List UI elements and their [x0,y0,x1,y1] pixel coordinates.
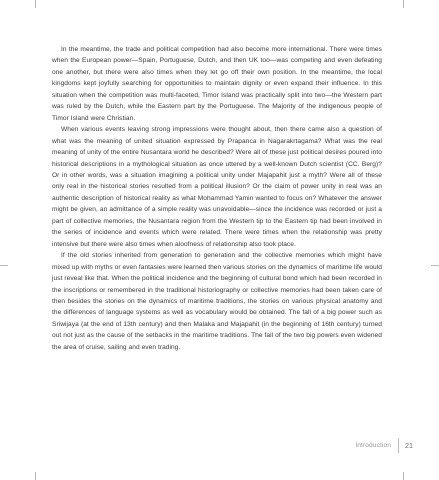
section-label: Introduction [355,442,391,449]
crop-mark-bottom-right [403,472,404,480]
paragraph-3: If the old stories inherited from generation to generation and the collective memories which might have mixed up with myths or even fantasies were learned then various stories on the dynamics of maritime life would just reveal like that. When the political incidence and the beginning of cultural bond which had been recorded in the inscriptions or remembered in the traditional historiography or collective memories had been taken care of then besides the stories on the dynamics of maritime traditions, the stories on various physical anatomy and the differences of language systems as well as vocabulary would be obtained. The fall of a big power such as Sriwijaya (at the end of 13th century) and then Malaka and Majapahit (in the beginning of 16th century) turned out not just as the cause of the setbacks in the maritime traditions. The fall of the two big powers even widened the area of cruise, sailing and even trading. [52,252,382,351]
crop-mark-right-middle [431,265,439,266]
crop-mark-top-left [35,0,36,8]
paragraph-1: In the meantime, the trade and political competition had also become more international. There were times when the European power—Spain, Portuguese, Dutch, and then UK too—was competing and even defeating one another, but there were also times when they let go off their own position. In the meantime, the local kingdoms kept joyfully searching for opportunities to maintain dignity or even expand their influence. In this situation when the competition was multi-faceted, Timor Island was practically split into two—the Western part was ruled by the Dutch, while the Eastern part by the Portuguese. The Majority of the indigenous people of Timor Island were Christian. [52,46,382,122]
crop-mark-bottom-left [35,472,36,480]
footer-divider [398,438,399,453]
paragraph-2: When various events leaving strong impressions were thought about, then there came also a question of what was the meaning of united situation expressed by Prapanca in Nagarakrtagama? What was the real meaning of unity of the entire Nusantara world he described? Were all of these just political desires poured into historical descriptions in a mythological situation as once uttered by a well-known Dutch scientist (CC. Berg)? Or in other words, was a situation imagining a political unity under Majapahit just a myth? Were all of these only real in the historical stories resulted from a political illusion? Or the claim of power unity in real was an authentic description of historical reality as what Mohammad Yamin wanted to focus on? Whatever the answer might be given, an admittance of a simple reality was unavoidable—since the incidence was recorded or just a part of collective memories, the Nusantara region from the Western tip to the Eastern tip had been involved in the series of incidence and events which were related. There were times when the relationship was pretty intensive but there were also times when aloofness of relationship also took place. [52,126,382,248]
body-text [52,44,382,353]
page-footer [355,438,413,453]
crop-mark-left-middle [0,265,8,266]
page-number: 21 [405,441,413,450]
crop-mark-top-right [403,0,404,8]
